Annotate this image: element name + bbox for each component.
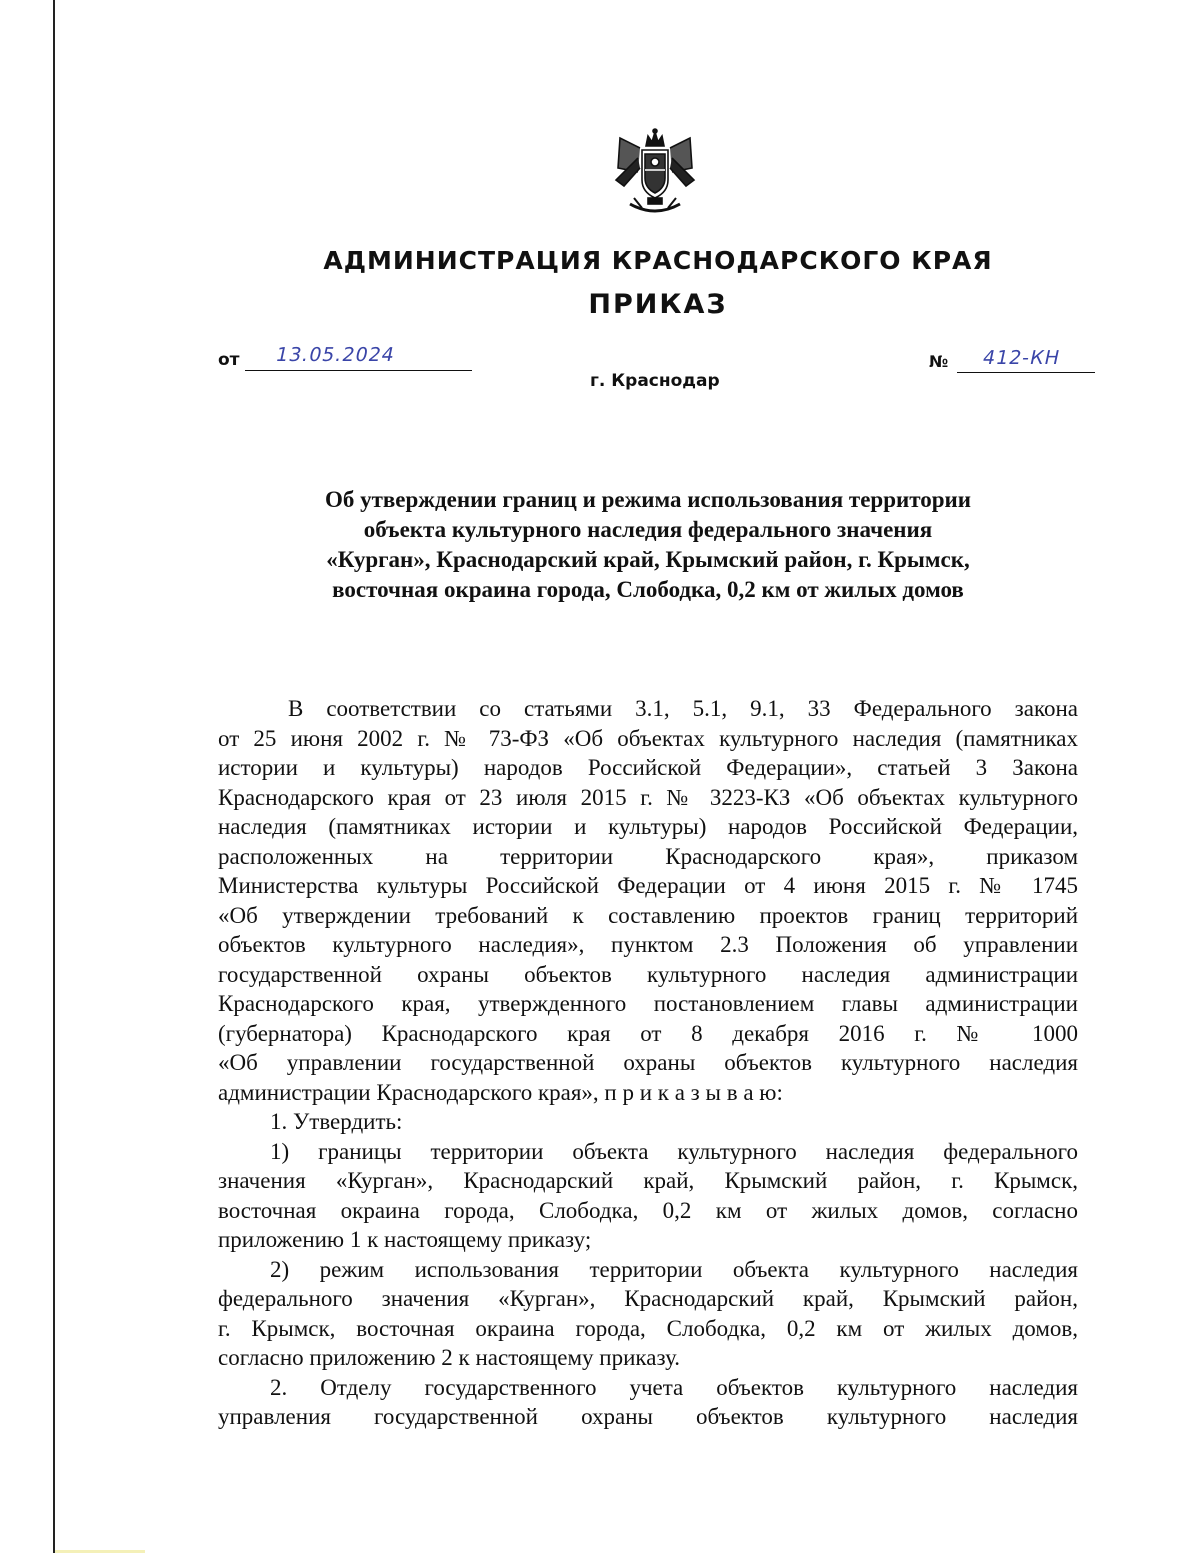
- body-line: (губернатора) Краснодарского края от 8 декабря 2016 г. № 1000: [218, 1020, 1078, 1046]
- body-line: от 25 июня 2002 г. № 73-ФЗ «Об объектах культурного наследия (памятниках: [218, 725, 1078, 751]
- subject-line: восточная окраина города, Слободка, 0,2 км от жилых домов: [332, 577, 964, 602]
- body-line: государственной охраны объектов культурного наследия администрации: [218, 961, 1078, 987]
- order-body: [218, 694, 1078, 1432]
- handwritten-number: 412-КН: [980, 347, 1063, 369]
- body-line: федерального значения «Курган», Краснодарский край, Крымский район,: [218, 1286, 1078, 1311]
- body-line: 1. Утвердить:: [270, 1109, 403, 1134]
- document-type-title: ПРИКАЗ: [588, 289, 728, 320]
- krasnodar-coat-of-arms-icon: [612, 128, 698, 220]
- city-label: г. Краснодар: [590, 371, 720, 391]
- subject-line: Об утверждении границ и режима использования территории: [324, 487, 972, 512]
- body-line: согласно приложению 2 к настоящему приказу.: [218, 1345, 681, 1370]
- body-line: Краснодарского края, утвержденного постановлением главы администрации: [218, 991, 1078, 1016]
- body-line: управления государственной охраны объектов культурного наследия: [218, 1404, 1078, 1429]
- body-line: истории и культуры) народов Российской Федерации», статьей 3 Закона: [218, 755, 1078, 780]
- subject-line: «Курган», Краснодарский край, Крымский район, г. Крымск,: [326, 547, 970, 572]
- body-line: наследия (памятниках истории и культуры) народов Российской Федерации,: [218, 814, 1078, 839]
- body-line: администрации Краснодарского края», п р и к а з ы в а ю:: [218, 1079, 783, 1105]
- body-line: расположенных на территории Краснодарского края», приказом: [218, 843, 1078, 869]
- body-line: «Об утверждении требований к составлению проектов границ территорий: [218, 902, 1078, 928]
- body-line: восточная окраина города, Слободка, 0,2 км от жилых домов, согласно: [218, 1197, 1078, 1223]
- body-line: Краснодарского края от 23 июля 2015 г. № 3223-КЗ «Об объектах культурного: [218, 784, 1078, 810]
- body-line: приложению 1 к настоящему приказу;: [218, 1227, 592, 1252]
- date-underline: [245, 370, 472, 371]
- scan-edge-line: [53, 0, 55, 1553]
- body-line: 1) границы территории объекта культурного наследия федерального: [270, 1138, 1078, 1164]
- body-line: г. Крымск, восточная окраина города, Слободка, 0,2 км от жилых домов,: [218, 1315, 1078, 1341]
- date-label: от: [218, 350, 240, 370]
- number-underline: [957, 372, 1095, 373]
- body-line: значения «Курган», Краснодарский край, Крымский район, г. Крымск,: [218, 1168, 1078, 1193]
- body-line: В соответствии со статьями 3.1, 5.1, 9.1, 33 Федерального закона: [288, 696, 1078, 721]
- body-line: «Об управлении государственной охраны объектов культурного наследия: [218, 1050, 1078, 1075]
- handwritten-date: 13.05.2024: [273, 344, 398, 366]
- subject-line: объекта культурного наследия федерального значения: [363, 517, 933, 542]
- body-line: 2) режим использования территории объекта культурного наследия: [270, 1256, 1078, 1282]
- order-subject: [218, 485, 1078, 605]
- body-line: объектов культурного наследия», пунктом 2.3 Положения об управлении: [218, 932, 1078, 957]
- body-line: 2. Отделу государственного учета объектов культурного наследия: [270, 1374, 1078, 1400]
- body-line: Министерства культуры Российской Федерации от 4 июня 2015 г. № 1745: [218, 873, 1078, 898]
- number-label: №: [929, 352, 949, 371]
- organization-title: АДМИНИСТРАЦИЯ КРАСНОДАРСКОГО КРАЯ: [323, 246, 993, 275]
